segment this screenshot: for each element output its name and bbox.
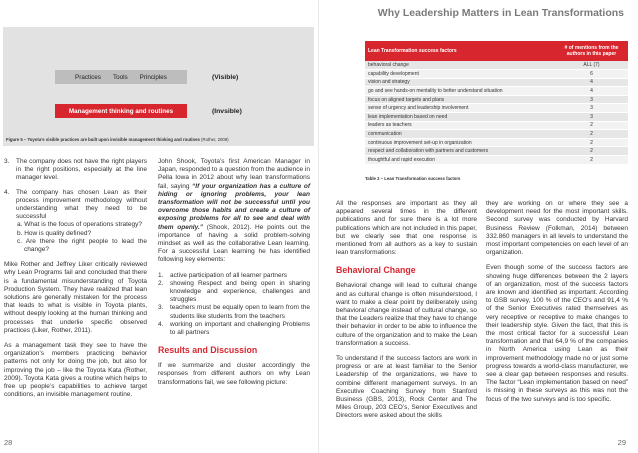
mentions-cell: 2 (555, 130, 628, 139)
paragraph: All the responses are important as they all appeared several times in the different publications and for sure there is a lot more publications which are not included in this paper, but we clearly see that one response is mentioned from all authors as a key to sustain lean transformations: (336, 200, 477, 257)
paragraph: To understand if the success factors are work in progress or are at least familiar to the Senior Leadership of the organizations, we have to combine different management surveys. In an Executive Coaching Survey from Stanford Business (GBS, 2013), Rock Center and The Miles Group, 203 CEO’s, Senior Executives and Directors were asked about the skills (336, 355, 477, 420)
factor-column-header: Lean Transformation success factors (365, 41, 555, 61)
table-row (365, 156, 628, 165)
table-row (365, 61, 628, 70)
paragraph: Even though some of the success factors are showing huge differences between the 2 layers of an organization, most of the success factors are known and identified as important. According to GSB survey, 100 % of the CEO’s and 91,4 % of the Senior Executives rated themselves as very receptive or receptive to make changes to their leadership style. Given the fact, that this is the most critical factor for a successful Lean transformation and that 64,9 % of the companies in North America using Lean as their improvement methodology made no or just some progress towards a world-class manufacturer, we see a clear gap between responses and results. The factor “Lean implementation based on need” is missing in these surveys as this was not the focus of the two surveys and is too specific. (486, 264, 628, 403)
list-item: 4. The company has chosen Lean as their process improvement methodology without understanding what they need to be successful (4, 188, 147, 221)
invisible-layer-bar (55, 104, 187, 118)
factor-cell: capability development (365, 70, 555, 79)
sub-list (4, 221, 147, 254)
right-column-2 (486, 200, 628, 411)
visible-layer-bar (55, 70, 187, 84)
paragraph: Behavioral change will lead to cultural change and as cultural change is often misunderstood, I want to make a clear point by deliberately using behavioral change instead of cultural change, so that the Leaders realize that they have to change their behavior in order to be able to influence the culture of the organization and to make the Lean transformation a success. (336, 282, 477, 347)
table-header-row (365, 41, 628, 61)
table-row (365, 104, 628, 113)
left-column-2 (158, 158, 310, 394)
success-factors-table (365, 41, 628, 165)
table-row (365, 121, 628, 130)
mentions-cell: ALL (7) (555, 61, 628, 70)
mentions-cell: 2 (555, 147, 628, 156)
page-number: 28 (4, 438, 13, 447)
table-row (365, 78, 628, 87)
factor-cell: leaders as teachers (365, 121, 555, 130)
factor-cell: communication (365, 130, 555, 139)
invisible-item-label: Management thinking and routines (68, 107, 174, 115)
factor-cell: vision and strategy (365, 78, 555, 87)
visible-label: (Visible) (212, 73, 239, 81)
list-item: 1. active participation of all learner partners (158, 271, 288, 279)
paragraph: If we summarize and cluster accordingly the responses from different authors on why Lean transformations fail, we see following picture: (158, 362, 310, 386)
invisible-row (55, 104, 242, 118)
factor-cell: sense of urgency and leadership involvement (365, 104, 555, 113)
table-2-caption: Table 2 – Lean Transformation success factors (365, 176, 461, 181)
mentions-cell: 3 (555, 113, 628, 122)
factor-cell: respect and collaboration with partners and customers (365, 147, 555, 156)
visible-row (55, 70, 238, 84)
list-item: 3. The company does not have the right players in the right positions, especially at the line manager level. (4, 158, 147, 182)
sub-list-item: c. Are there the right people to lead the change? (17, 237, 147, 254)
factor-cell: focus on aligned targets and plans (365, 95, 555, 104)
table-row (365, 95, 628, 104)
table-body (365, 61, 628, 164)
mentions-cell: 4 (555, 78, 628, 87)
running-header: Why Leadership Matters in Lean Transformations (377, 7, 624, 19)
table-row (365, 70, 628, 79)
sub-list-item: b. How is quality defined? (17, 229, 92, 237)
invisible-label: (Invsible) (212, 107, 242, 115)
table-row (365, 113, 628, 122)
table-row (365, 138, 628, 147)
mentions-column-header: # of mentions from the authors in this paper (555, 41, 628, 61)
paragraph: As a management task they see to have the organization’s members practicing behavior patterns not only for doing the job, but also for improving the job – like the Toyota Kata (Rother, 2009). Toyota Kata gives a routine which helps to free up people’s capabilities to achieve target conditions, an invisible management routine. (4, 342, 147, 399)
mentions-cell: 6 (555, 70, 628, 79)
right-column-1 (336, 200, 477, 428)
list-item: 3. teachers must be equally open to learn from the students like students from the teachers (158, 304, 310, 320)
right-page (319, 0, 638, 453)
practices-label: Practices (75, 73, 101, 81)
paragraph: they are working on or where they see a development need for the most important skills. Second survey was conducted by Harvard Business Review (Folkman, 2014) between 332.860 managers in all levels to understand the most important competencies on each level of an organization. (486, 200, 628, 257)
list-item: 2. showing Respect and being open in sharing knowledge and experience, challenges and struggles (158, 279, 310, 304)
factor-cell: thoughtful and rapid execution (365, 156, 555, 165)
section-heading: Results and Discussion (158, 345, 258, 356)
sub-list-item: a. What is the focus of operations strategy? (17, 221, 143, 229)
page-number: 29 (617, 438, 626, 447)
factor-cell: behavioral change (365, 61, 555, 70)
table-row (365, 130, 628, 139)
mentions-cell: 4 (555, 87, 628, 96)
figure-5 (3, 27, 314, 146)
key-elements-list (158, 272, 310, 338)
failure-reasons-list (4, 158, 147, 254)
factor-cell: lean implementation based on need (365, 113, 555, 122)
section-heading: Behavioral Change (336, 265, 416, 276)
tools-label: Tools (112, 73, 128, 81)
factor-cell: go and see hands-on mentality to better understand situation (365, 87, 555, 96)
mentions-cell: 2 (555, 121, 628, 130)
principles-label: Principles (139, 73, 167, 81)
mentions-cell: 2 (555, 156, 628, 165)
table-row (365, 87, 628, 96)
left-column-1 (4, 158, 147, 406)
mentions-cell: 2 (555, 138, 628, 147)
mentions-cell: 3 (555, 95, 628, 104)
paragraph: Mike Rother and Jeffrey Liker critically reviewed why Lean Programs fail and concluded that there is a fundamental misunderstanding of Toyota Production System. They have realized that lean solutions are generally mistaken for the process that leads to what is visible in Toyota plants, without deeply looking at the human thinking and processes that underlie specific observed practices (Liker, Rother, 2011). (4, 261, 147, 334)
table-row (365, 147, 628, 156)
list-item: 4. working on important and challenging Problems to all partners (158, 320, 310, 337)
mentions-cell: 3 (555, 104, 628, 113)
factor-cell: continuous improvement set-up in organization (365, 138, 555, 147)
paragraph: John Shook, Toyota’s first American Manager in Japan, responded to a question from the audience in Pella Iowa in 2012 about why lean transformations fail, saying “If your organization has a culture of hiding or ignoring problems, your lean transformation will not be successful until you overcome those habits and create a culture of exposing problems for all to see and deal with them openly.” (Shook, 2012). He points out the importance of having a solid problem-solving mindset as well as the collaborative Lean learning. For a successful Lean learning he has identified following key elements: (158, 158, 310, 264)
figure-5-caption: Figure 5 – Toyota’s visible practices are built upon invisible management thinking and routines (Rother, 2009) (6, 137, 229, 142)
